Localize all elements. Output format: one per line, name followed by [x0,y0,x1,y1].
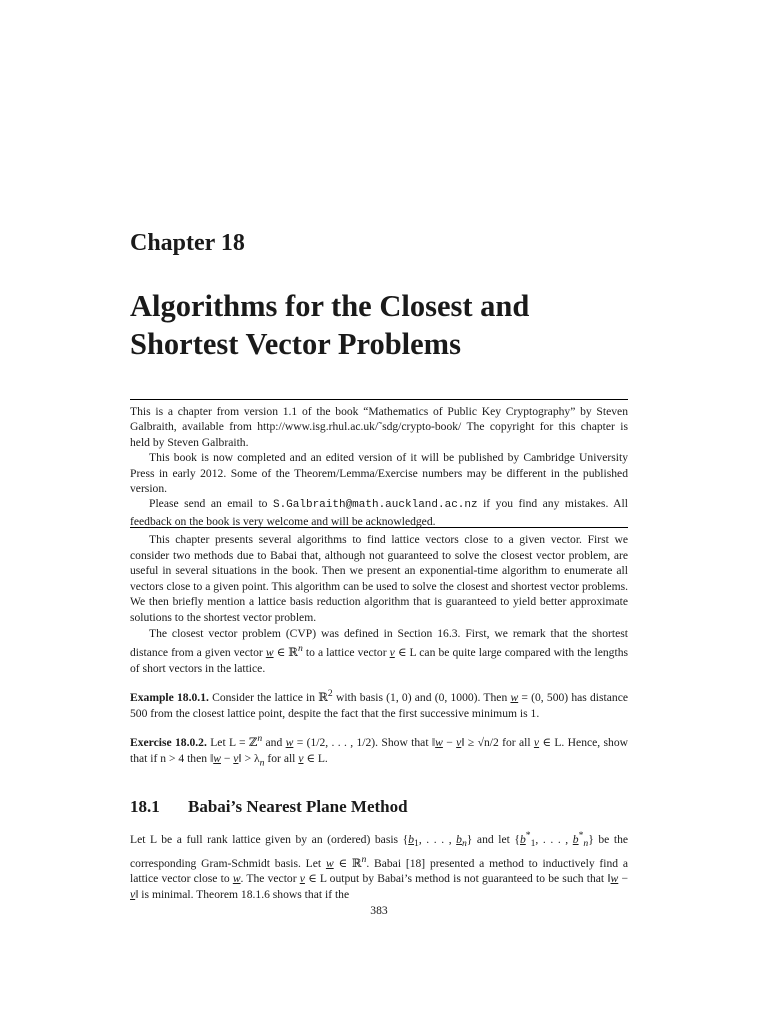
text: ‖ is minimal. Theorem 18.1.6 shows that if the [135,887,350,901]
symbol-b: b [519,832,526,846]
text: , . . . , [418,832,457,846]
text: to a lattice vector [302,646,390,660]
page-number: 383 [370,904,388,917]
symbol-n: n [259,757,265,769]
symbol-v: v [456,736,462,750]
example-label: Example 18.0.1. [130,691,209,705]
text: } and let { [466,832,520,846]
symbol-w: w [285,736,294,750]
notice-text: Please send an email to [149,497,273,511]
text: . The vector [240,872,300,886]
subscript: 1 [530,838,536,850]
symbol-v: v [389,646,395,660]
section-paragraph [130,828,628,902]
section-body [130,828,628,902]
symbol-v: v [233,751,239,765]
superscript: * [525,830,531,841]
text: and [262,736,286,750]
text: ∈ ℝ [333,856,362,870]
text: − [442,736,457,750]
chapter-body [130,532,628,771]
section-heading [130,797,408,817]
text: Consider the lattice in ℝ [208,691,328,705]
superscript: 2 [327,688,333,700]
text: . Babai [18] presented a method to inductively find a lattice vector close to [130,856,629,886]
text: The closest vector problem (CVP) was defined in Section 16.3. First, we remark that the shortest distance from a given vector [130,626,628,660]
chapter-label: Chapter 18 [130,230,245,256]
symbol-n: n [257,733,263,745]
symbol-v: v [533,736,540,750]
symbol-w: w [325,856,334,870]
text: = (0, 500) has distance 500 from the closest lattice point, despite the fact that the first successive minimum is 1. [130,691,628,720]
notice-bottom-rule [130,527,628,528]
text: Let L be a full rank lattice given by an (ordered) basis { [130,832,409,846]
text: − [618,872,628,886]
chapter-title-line-2: Shortest Vector Problems [130,327,461,361]
exercise-label: Exercise 18.0.2. [130,736,207,750]
text: ∈ L output by Babai’s method is not guaranteed to be such that ‖ [304,872,611,886]
symbol-n: n [361,853,367,865]
chapter-title-line-1: Algorithms for the Closest and [130,289,530,323]
intro-paragraph-2 [130,626,628,677]
text: } be the corresponding Gram-Schmidt basis. Let [130,832,629,870]
text: ‖ ≥ √n/2 for all [461,736,534,750]
symbol-n: n [583,838,589,850]
example-18-0-1 [130,686,628,721]
symbol-n: n [297,643,303,655]
symbol-w: w [510,691,519,705]
symbol-w: w [232,872,241,886]
section-number: 18.1 [130,797,160,816]
text: Let L = ℤ [206,736,258,750]
symbol-w: w [610,872,619,886]
notice-top-rule [130,399,628,400]
notice-paragraph-2: This book is now completed and an edited version of it will be published by Cambridge University Press in early 2012. Some of the Theorem/Lemma/Exercise numbers may be different in the published version. [130,451,628,496]
exercise-18-0-2 [130,731,628,770]
copyright-notice [130,404,628,529]
subscript: 1 [414,838,419,850]
symbol-b: b [572,832,579,846]
text: ∈ ℝ [273,646,298,660]
symbol-w: w [265,646,274,660]
symbol-w: w [213,751,221,765]
text: , . . . , [535,832,573,846]
section-title: Babai’s Nearest Plane Method [188,797,408,816]
text: ∈ L. Hence, show that if n > 4 then ‖ [130,736,629,765]
notice-paragraph-1: This is a chapter from version 1.1 of the book “Mathematics of Public Key Cryptography” by Steven Galbraith, available from http://www.isg.rhul.ac.uk/˜sdg/crypto-book/ The copyright for this chapter is held by Steven Galbraith. [130,405,628,449]
symbol-v: v [298,751,304,765]
symbol-v: v [130,887,136,901]
symbol-n: n [461,838,467,850]
symbol-w: w [435,736,443,750]
text: with basis (1, 0) and (0, 1000). Then [332,691,511,705]
symbol-v: v [299,872,305,886]
text: ∈ L can be quite large compared with the lengths of short vectors in the lattice. [130,646,629,675]
symbol-b: b [456,832,462,846]
text: ∈ L. [303,751,328,765]
author-email: S.Galbraith@math.auckland.ac.nz [272,499,478,512]
superscript: * [578,830,584,841]
text: − [220,751,234,765]
intro-paragraph-1: This chapter presents several algorithms to find lattice vectors close to a given vector. First we consider two methods due to Babai that, although not guaranteed to solve the closest vector problem, are useful in several situations in the book. Then we present an exponential-time algorithm to enumerate all vectors close to a given point. This algorithm can be used to solve the closest and shortest vector problems. We then briefly mention a lattice basis reduction algorithm that is guaranteed to yield better approximate solutions to the shortest vector problem. [130,533,628,624]
notice-text: if you find any mistakes. All feedback on the book is very welcome and will be acknowledged. [130,497,628,528]
text: = (1/2, . . . , 1/2). Show that ‖ [293,736,436,750]
symbol-b: b [408,832,414,846]
text: ‖ > λ [238,751,260,765]
text: for all [264,751,299,765]
notice-paragraph-3 [130,496,628,529]
chapter-title [130,287,628,363]
